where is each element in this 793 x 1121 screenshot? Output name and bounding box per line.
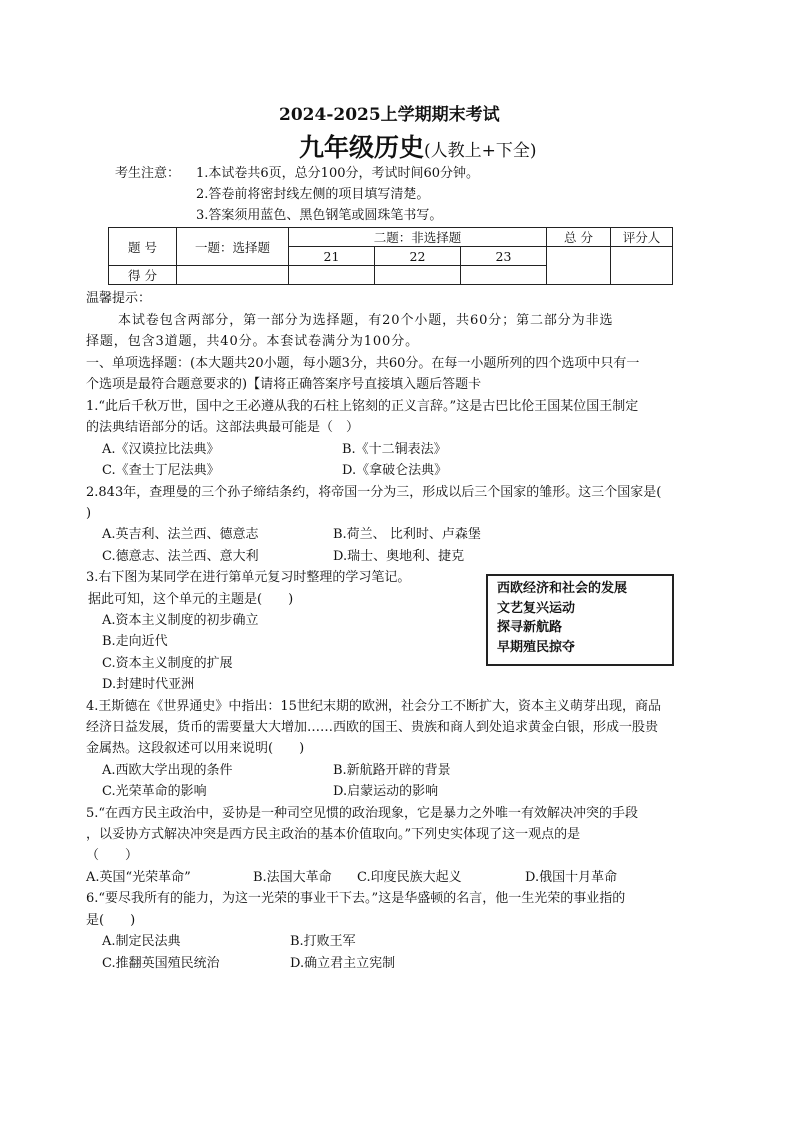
q5-stem-line-1: 5.“在西方民主政治中，妥协是一种司空见惯的政治现象，它是暴力之外唯一有效解决冲突的手段 [86,806,639,821]
q1-option-a[interactable]: A.《汉谟拉比法典》 [102,442,220,457]
q3-stem-line-1: 3.右下图为某同学在进行第单元复习时整理的学习笔记。 [86,570,411,585]
grader-cell[interactable] [611,247,673,285]
q23-score-cell[interactable] [461,266,547,285]
notice-line-3: 3.答案须用蓝色、黑色钢笔或圆珠笔书写。 [196,208,443,223]
q2-option-c[interactable]: C.德意志、法兰西、意大利 [102,549,259,564]
section1-line-1: 一、单项选择题：(本大题共20小题，每小题3分，共60分。在每一小题所列的四个选项中只有一 [86,356,640,371]
q6-stem-line-2: 是( ) [86,913,136,928]
q1-stem-line-2: 的法典结语部分的话。这部法典最可能是（ ） [86,420,360,435]
q2-option-b[interactable]: B.荷兰、 比利时、卢森堡 [333,527,481,542]
study-note-2: 文艺复兴运动 [497,600,576,616]
subject-title [299,128,537,164]
q2-stem-line-1: 2.843年，查理曼的三个孙子缔结条约，将帝国一分为三，形成以后三个国家的雏形。这三个国家是( [86,485,662,500]
q4-option-d[interactable]: D.启蒙运动的影响 [333,784,439,799]
q1-option-b[interactable]: B.《十二铜表法》 [342,442,447,457]
reminder-line-2: 择题，包含3道题，共40分。本套试卷满分为100分。 [86,334,420,349]
section1-line-2: 个选项是最符合题意要求的)【请将正确答案序号直接填入题后答题卡 [86,377,482,392]
q1-stem-line-1: 1.“此后千秋万世，国中之王必遵从我的石柱上铭刻的正义言辞。”这是古巴比伦王国某位国王制定 [86,399,639,414]
q1-option-c[interactable]: C.《查士丁尼法典》 [102,463,220,478]
q5-stem-line-2: ，以妥协方式解决冲突是西方民主政治的基本价值取向。”下列史实体现了这一观点的是 [86,827,581,842]
part1-score-cell[interactable] [177,266,289,285]
q4-option-c[interactable]: C.光荣革命的影响 [102,784,207,799]
q23-header: 23 [461,247,547,266]
edition-note: (人教上+下全) [424,141,537,161]
total-header: 总 分 [547,228,611,247]
q4-stem-line-1: 4.王斯德在《世界通史》中指出：15世纪末期的欧洲，社会分工不断扩大，资本主义萌芽出现，商品 [86,699,661,714]
notice-line-2: 2.答卷前将密封线左侧的项目填写清楚。 [196,187,430,202]
q5-option-c[interactable]: C.印度民族大起义 [357,870,462,885]
notice-line-1: 1.本试卷共6页，总分100分，考试时间60分钟。 [196,166,480,181]
reminder-line-1: 本试卷包含两部分，第一部分为选择题，有20个小题，共60分；第二部分为非选 [118,313,614,328]
score-table [108,227,673,285]
q21-score-cell[interactable] [289,266,375,285]
q4-option-b[interactable]: B.新航路开辟的背景 [333,763,451,778]
q2-option-d[interactable]: D.瑞士、奥地利、捷克 [333,549,465,564]
q1-option-d[interactable]: D.《拿破仑法典》 [342,463,448,478]
q6-option-c[interactable]: C.推翻英国殖民统治 [102,956,220,971]
reminder-title: 温馨提示： [86,291,152,306]
q4-option-a[interactable]: A.西欧大学出现的条件 [102,763,233,778]
study-notes-box [486,574,674,666]
q3-option-d[interactable]: D.封建时代亚洲 [102,677,195,692]
q6-option-a[interactable]: A.制定民法典 [102,934,181,949]
q21-header: 21 [289,247,375,266]
q4-stem-line-3: 金属热。这段叙述可以用来说明( ) [86,741,305,756]
q5-option-b[interactable]: B.法国大革命 [253,870,332,885]
exam-title: 2024-2025上学期期末考试 [279,105,500,125]
q3-option-b[interactable]: B.走向近代 [102,634,168,649]
subject-name: 九年级历史 [299,133,425,162]
q3-stem-line-2: 据此可知，这个单元的主题是( ) [88,592,294,607]
q6-option-b[interactable]: B.打败王军 [290,934,356,949]
q4-stem-line-2: 经济日益发展，货币的需要量大大增加……西欧的国王、贵族和商人到处追求黄金白银，形成一股贵 [86,720,659,735]
q2-stem-line-2: ) [86,506,92,521]
q22-score-cell[interactable] [375,266,461,285]
q3-option-c[interactable]: C.资本主义制度的扩展 [102,656,233,671]
notice-label: 考生注意： [115,166,181,181]
q2-option-a[interactable]: A.英吉利、法兰西、德意志 [102,527,259,542]
study-note-1: 西欧经济和社会的发展 [497,581,628,596]
row-header-question-number: 题 号 [109,228,177,266]
total-score-cell[interactable] [547,247,611,285]
part2-header: 二题：非选择题 [289,228,547,247]
q5-option-d[interactable]: D.俄国十月革命 [525,870,618,885]
score-row-header: 得 分 [109,266,177,285]
q5-stem-line-3: （ ） [86,848,139,863]
study-note-3: 探寻新航路 [497,620,563,635]
grader-header: 评分人 [611,228,673,247]
q3-option-a[interactable]: A.资本主义制度的初步确立 [102,613,259,628]
q6-option-d[interactable]: D.确立君主立宪制 [290,956,396,971]
q6-stem-line-1: 6.“要尽我所有的能力，为这一光荣的事业干下去。”这是华盛顿的名言，他一生光荣的事业指的 [86,891,626,906]
q22-header: 22 [375,247,461,266]
part1-header: 一题：选择题 [177,228,289,266]
study-note-4: 早期殖民掠夺 [497,639,576,655]
q5-option-a[interactable]: A.英国“光荣革命” [86,870,191,885]
